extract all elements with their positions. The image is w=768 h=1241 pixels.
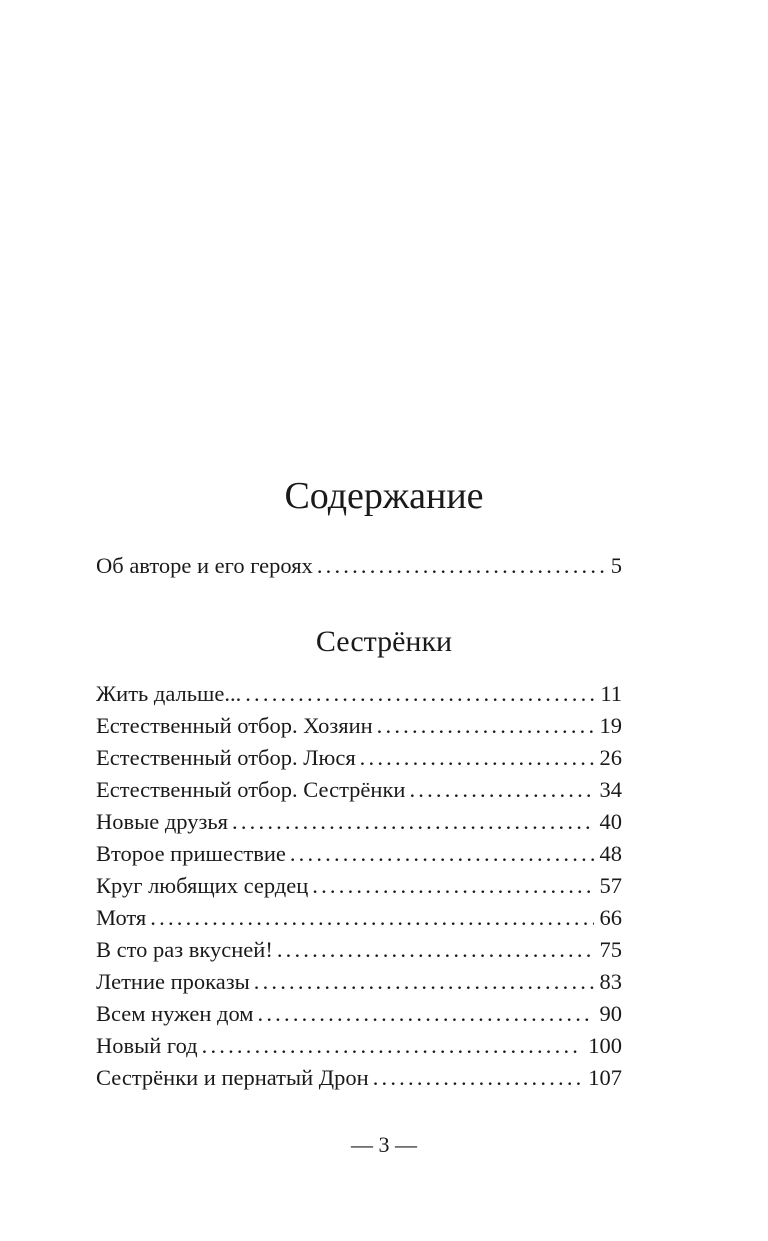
toc-entry bbox=[96, 678, 622, 710]
dot-leader bbox=[245, 678, 594, 710]
toc-entry bbox=[96, 838, 622, 870]
toc-entry-label: Жить дальше... bbox=[96, 681, 242, 706]
section-title: Сестрёнки bbox=[315, 625, 453, 658]
dot-leader bbox=[312, 870, 593, 902]
dot-leader bbox=[377, 710, 594, 742]
toc-entry-page: 100 bbox=[588, 1033, 622, 1058]
toc-entry-page: 34 bbox=[599, 777, 622, 802]
toc-entry-label: Новый год bbox=[96, 1033, 198, 1058]
dot-leader bbox=[290, 838, 594, 870]
toc-entry-page: 26 bbox=[599, 745, 622, 770]
toc-title: Содержание bbox=[284, 475, 484, 517]
toc-entry-page: 11 bbox=[600, 681, 622, 706]
page-number: — 3 — bbox=[351, 1132, 417, 1157]
toc-entry bbox=[96, 934, 622, 966]
dot-leader bbox=[254, 966, 594, 998]
toc-entry bbox=[96, 774, 622, 806]
toc-entry-page: 90 bbox=[599, 1001, 622, 1026]
toc-entry bbox=[96, 966, 622, 998]
toc-entry-page: 66 bbox=[599, 905, 622, 930]
toc-entry-label: Естественный отбор. Сестрёнки bbox=[96, 777, 406, 802]
dot-leader bbox=[373, 1062, 583, 1094]
toc-entry-page: 40 bbox=[599, 809, 622, 834]
dot-leader bbox=[360, 742, 594, 774]
toc-entry-label: Круг любящих сердец bbox=[96, 873, 309, 898]
toc-entry-label: Мотя bbox=[96, 905, 147, 930]
dot-leader bbox=[202, 1030, 583, 1062]
toc-entry-page: 107 bbox=[588, 1065, 622, 1090]
toc-entry-page: 19 bbox=[599, 713, 622, 738]
toc-entry-label: В сто раз вкусней! bbox=[96, 937, 273, 962]
toc-entry-page: 83 bbox=[599, 969, 622, 994]
dot-leader bbox=[150, 902, 593, 934]
dot-leader bbox=[317, 550, 605, 582]
toc-entry bbox=[96, 902, 622, 934]
toc-entry-label: Новые друзья bbox=[96, 809, 229, 834]
toc-entry bbox=[96, 998, 622, 1030]
toc-entry bbox=[96, 870, 622, 902]
dot-leader bbox=[232, 806, 593, 838]
toc-entry-page: 75 bbox=[599, 937, 622, 962]
toc-entry-label: Естественный отбор. Люся bbox=[96, 745, 356, 770]
toc-entry bbox=[96, 1030, 622, 1062]
toc-entry bbox=[96, 1062, 622, 1094]
toc-entry bbox=[96, 710, 622, 742]
toc-entry-label: Второе пришествие bbox=[96, 841, 286, 866]
toc-entry bbox=[96, 550, 622, 582]
toc-entry-label: Летние проказы bbox=[96, 969, 250, 994]
toc-entry bbox=[96, 806, 622, 838]
toc-entry-page: 5 bbox=[610, 553, 622, 578]
toc-entry-label: Естественный отбор. Хозяин bbox=[96, 713, 373, 738]
toc-entry bbox=[96, 742, 622, 774]
dot-leader bbox=[258, 998, 594, 1030]
toc-entry-label: Сестрёнки и пернатый Дрон bbox=[96, 1065, 369, 1090]
toc-entry-page: 57 bbox=[599, 873, 622, 898]
toc-entry-label: Об авторе и его героях bbox=[96, 553, 313, 578]
dot-leader bbox=[277, 934, 594, 966]
toc-entry-page: 48 bbox=[599, 841, 622, 866]
dot-leader bbox=[409, 774, 593, 806]
toc-entry-label: Всем нужен дом bbox=[96, 1001, 254, 1026]
